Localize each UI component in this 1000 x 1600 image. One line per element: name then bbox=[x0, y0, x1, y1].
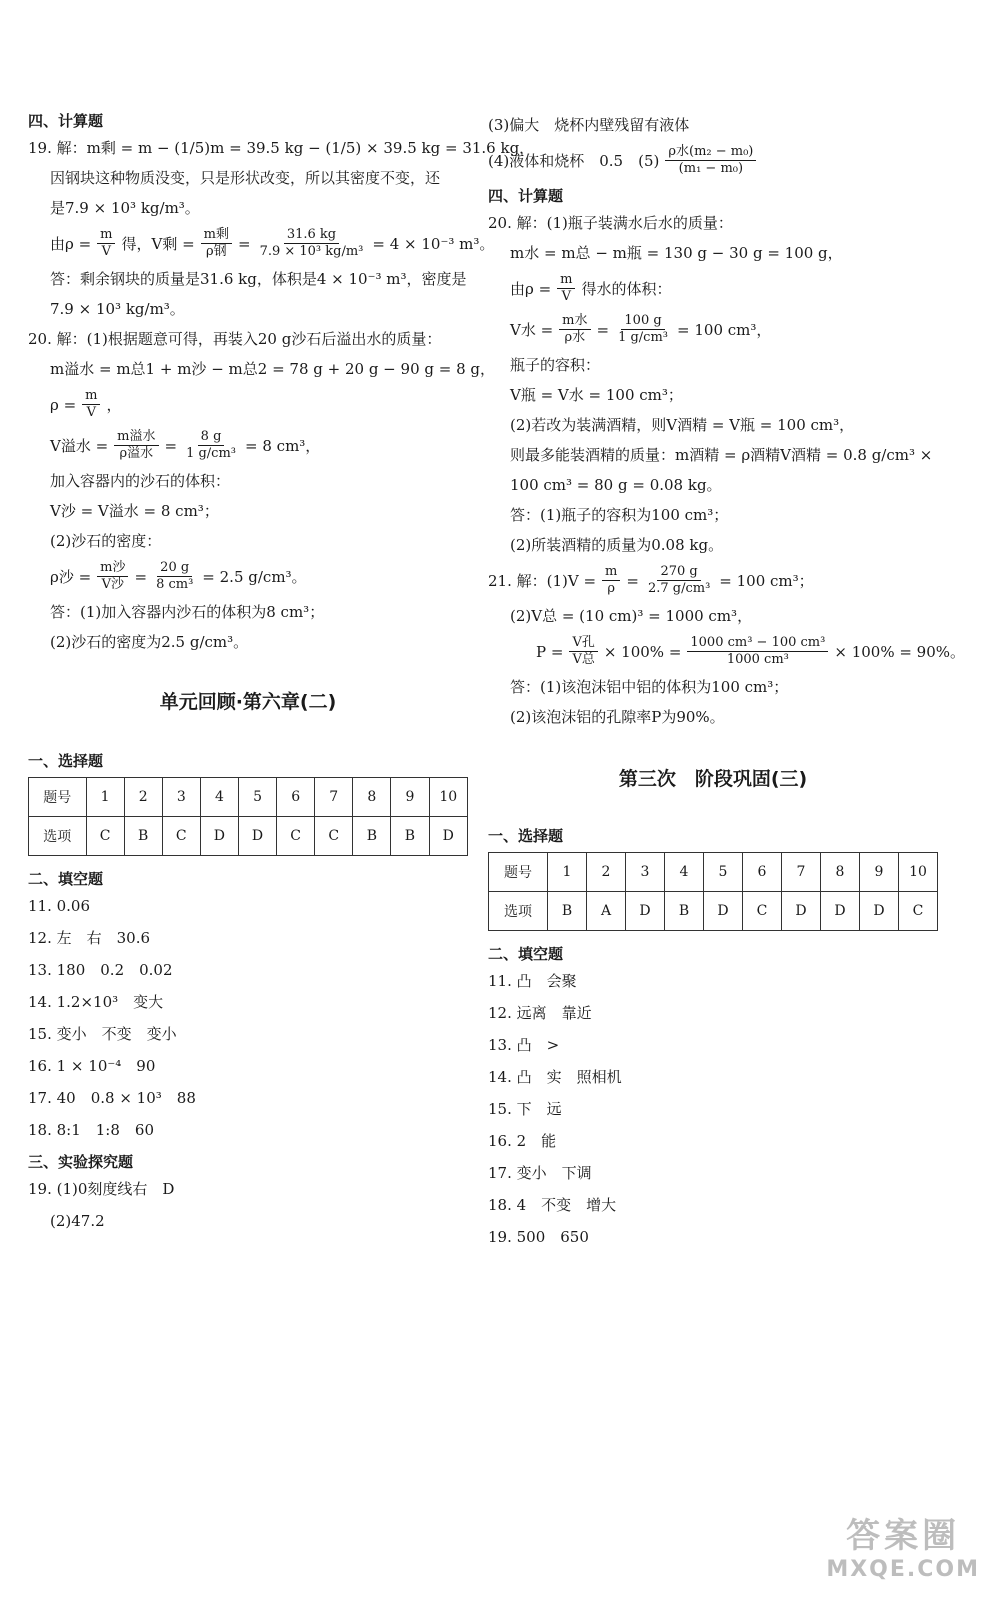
denominator: ρ溢水 bbox=[119, 446, 154, 461]
text: V水 = bbox=[510, 321, 554, 339]
answer-table-left bbox=[28, 777, 468, 856]
text: = 8 cm³， bbox=[245, 437, 321, 455]
table-cell: 2 bbox=[124, 778, 162, 817]
table-cell: C bbox=[86, 817, 124, 856]
q20r-line-6: V瓶 = V水 = 100 cm³； bbox=[510, 386, 683, 404]
denominator: ρ钢 bbox=[205, 244, 227, 259]
text: = 100 cm³； bbox=[719, 572, 814, 590]
table-cell: B bbox=[353, 817, 391, 856]
fraction bbox=[97, 227, 115, 260]
r-line-2 bbox=[488, 144, 938, 177]
table-cell: 10 bbox=[899, 853, 938, 892]
table-cell: 4 bbox=[665, 853, 704, 892]
experiment-item: 19. (1)0刻度线右 D bbox=[28, 1180, 175, 1198]
table-cell: 7 bbox=[315, 778, 353, 817]
q19-answer-1: 答：剩余钢块的质量是31.6 kg，体积是4 × 10⁻³ m³，密度是 bbox=[50, 270, 467, 288]
table-cell: C bbox=[899, 892, 938, 931]
table-cell: C bbox=[743, 892, 782, 931]
q20r-density-formula bbox=[510, 272, 938, 305]
numerator: m bbox=[82, 388, 100, 405]
fill-item: 11. 0.06 bbox=[28, 897, 91, 915]
fraction bbox=[559, 313, 590, 346]
text: V溢水 = bbox=[50, 437, 109, 455]
table-cell: D bbox=[200, 817, 238, 856]
q20r-line-1: 20. 解：(1)瓶子装满水后水的质量： bbox=[488, 214, 733, 232]
table-row bbox=[489, 853, 938, 892]
numerator: ρ水(m₂ − m₀) bbox=[665, 144, 756, 161]
text: = bbox=[134, 567, 148, 586]
fraction bbox=[97, 560, 128, 593]
q20-line-2: m溢水 = m总1 + m沙 − m总2 = 78 g + 20 g − 90 g = 8 g， bbox=[50, 360, 495, 378]
table-cell: 9 bbox=[860, 853, 899, 892]
fraction bbox=[153, 560, 196, 593]
fraction bbox=[557, 272, 575, 305]
denominator: 8 cm³ bbox=[156, 577, 194, 592]
fraction bbox=[82, 388, 100, 421]
table-row bbox=[29, 817, 468, 856]
watermark-logo bbox=[826, 1508, 980, 1582]
numerator: 1000 cm³ − 100 cm³ bbox=[687, 635, 828, 652]
fill-item: 17. 40 0.8 × 10³ 88 bbox=[28, 1089, 196, 1107]
fill-item: 11. 凸 会聚 bbox=[488, 972, 577, 990]
unit-review-title: 单元回顾·第六章(二) bbox=[159, 691, 337, 713]
numerator: m水 bbox=[559, 313, 590, 330]
text: ρ = bbox=[50, 395, 77, 414]
table-header-cell: 题号 bbox=[29, 778, 87, 817]
text: 由ρ = bbox=[510, 280, 552, 298]
q20r-line-5: 瓶子的容积： bbox=[510, 356, 601, 374]
table-cell: D bbox=[782, 892, 821, 931]
fill-item: 17. 变小 下调 bbox=[488, 1164, 592, 1182]
denominator: 1 g/cm³ bbox=[618, 330, 669, 345]
table-cell: B bbox=[548, 892, 587, 931]
table-cell: B bbox=[124, 817, 162, 856]
table-cell: D bbox=[238, 817, 276, 856]
table-cell: C bbox=[162, 817, 200, 856]
text: ， bbox=[106, 396, 122, 414]
fraction bbox=[569, 635, 597, 668]
denominator: 1 g/cm³ bbox=[186, 446, 237, 461]
denominator: V bbox=[101, 244, 112, 259]
fill-item: 13. 凸 > bbox=[488, 1036, 560, 1054]
section-heading-calc-right: 四、计算题 bbox=[488, 187, 564, 205]
text: × 100% = bbox=[603, 642, 682, 661]
text: 21. 解：(1)V = bbox=[488, 572, 597, 590]
table-cell: 6 bbox=[743, 853, 782, 892]
numerator: 31.6 kg bbox=[284, 227, 339, 244]
numerator: m沙 bbox=[97, 560, 128, 577]
text: 由ρ = bbox=[50, 235, 92, 253]
q20-answer-2: (2)沙石的密度为2.5 g/cm³。 bbox=[50, 633, 249, 651]
fill-item: 12. 远离 靠近 bbox=[488, 1004, 592, 1022]
text: = bbox=[164, 436, 178, 455]
q20r-answer-2: (2)所装酒精的质量为0.08 kg。 bbox=[510, 536, 724, 554]
q21-answer-2: (2)该泡沫铝的孔隙率P为90%。 bbox=[510, 708, 725, 726]
table-cell: 9 bbox=[391, 778, 429, 817]
fraction bbox=[687, 635, 828, 668]
section-heading-choice: 一、选择题 bbox=[28, 752, 104, 770]
fraction bbox=[645, 564, 713, 597]
fill-item: 14. 1.2×10³ 变大 bbox=[28, 993, 164, 1011]
q20r-water-volume-formula bbox=[510, 313, 938, 346]
table-header-cell: 选项 bbox=[489, 892, 548, 931]
fill-item: 15. 下 远 bbox=[488, 1100, 562, 1118]
q20r-line-7: (2)若改为装满酒精，则V酒精 = V瓶 = 100 cm³， bbox=[510, 416, 855, 434]
fraction bbox=[665, 144, 756, 177]
fill-item: 15. 变小 不变 变小 bbox=[28, 1025, 177, 1043]
section-heading-calc: 四、计算题 bbox=[28, 112, 104, 130]
q21-line-2: (2)V总 = (10 cm)³ = 1000 cm³， bbox=[510, 607, 753, 625]
fill-item: 18. 8:1 1:8 60 bbox=[28, 1121, 154, 1139]
fraction bbox=[201, 227, 232, 260]
fill-item: 14. 凸 实 照相机 bbox=[488, 1068, 622, 1086]
fill-item: 12. 左 右 30.6 bbox=[28, 929, 151, 947]
q20-overflow-volume-formula bbox=[50, 429, 468, 462]
q20-sand-density-formula bbox=[50, 560, 468, 593]
fraction bbox=[615, 313, 671, 346]
denominator: V总 bbox=[572, 652, 595, 667]
table-cell: B bbox=[391, 817, 429, 856]
text: = bbox=[237, 234, 251, 253]
table-cell: 1 bbox=[548, 853, 587, 892]
r-line-1: (3)偏大 烧杯内壁残留有液体 bbox=[488, 116, 690, 134]
numerator: 100 g bbox=[621, 313, 664, 330]
table-cell: 3 bbox=[162, 778, 200, 817]
text: (4)液体和烧杯 0.5 (5) bbox=[488, 152, 660, 170]
table-row bbox=[489, 892, 938, 931]
text: = 4 × 10⁻³ m³。 bbox=[372, 235, 495, 253]
text: P = bbox=[536, 642, 564, 661]
text: × 100% = 90%。 bbox=[834, 643, 966, 661]
section-heading-fill: 二、填空题 bbox=[28, 870, 104, 888]
fraction bbox=[183, 429, 239, 462]
q19-label: 19. 解： bbox=[28, 139, 87, 157]
table-cell: A bbox=[587, 892, 626, 931]
denominator: 2.7 g/cm³ bbox=[647, 581, 711, 596]
table-row bbox=[29, 778, 468, 817]
table-cell: 7 bbox=[782, 853, 821, 892]
q20-line-6: V沙 = V溢水 = 8 cm³； bbox=[50, 502, 219, 520]
numerator: m溢水 bbox=[114, 429, 158, 446]
q21-answer-1: 答：(1)该泡沫铝中铝的体积为100 cm³； bbox=[510, 678, 789, 696]
q21-volume-formula bbox=[488, 564, 938, 597]
table-cell: D bbox=[626, 892, 665, 931]
table-cell: 5 bbox=[238, 778, 276, 817]
denominator: 7.9 × 10³ kg/m³ bbox=[259, 244, 364, 259]
text: ρ沙 = bbox=[50, 568, 92, 586]
fraction bbox=[257, 227, 367, 260]
numerator: m bbox=[97, 227, 115, 244]
q20r-line-2: m水 = m总 − m瓶 = 130 g − 30 g = 100 g， bbox=[510, 244, 843, 262]
numerator: 20 g bbox=[157, 560, 192, 577]
q19-line-1 bbox=[28, 137, 535, 159]
table-cell: 6 bbox=[277, 778, 315, 817]
experiment-item: (2)47.2 bbox=[50, 1212, 105, 1230]
table-cell: 4 bbox=[200, 778, 238, 817]
numerator: m bbox=[602, 564, 620, 581]
table-cell: D bbox=[821, 892, 860, 931]
q20-line-5: 加入容器内的沙石的体积： bbox=[50, 472, 231, 490]
table-cell: 1 bbox=[86, 778, 124, 817]
fraction bbox=[114, 429, 158, 462]
text: 得水的体积： bbox=[581, 280, 672, 298]
denominator: ρ水 bbox=[564, 330, 586, 345]
watermark-url: MXQE.COM bbox=[826, 1557, 980, 1582]
q19-line-3: 是7.9 × 10³ kg/m³。 bbox=[50, 199, 200, 217]
section-heading-choice-right: 一、选择题 bbox=[488, 827, 564, 845]
q20-answer-1: 答：(1)加入容器内沙石的体积为8 cm³； bbox=[50, 603, 325, 621]
q19-answer-2: 7.9 × 10³ kg/m³。 bbox=[50, 300, 185, 318]
table-header-cell: 选项 bbox=[29, 817, 87, 856]
right-column bbox=[488, 114, 966, 1256]
table-cell: C bbox=[315, 817, 353, 856]
numerator: m bbox=[557, 272, 575, 289]
q19-line-2: 因钢块这种物质没变，只是形状改变，所以其密度不变，还 bbox=[50, 169, 441, 187]
q19-formula: m剩 = m − (1/5)m = 39.5 kg − (1/5) × 39.5 kg = 31.6 kg， bbox=[86, 139, 535, 157]
text: = bbox=[626, 571, 639, 590]
q20r-line-9: 100 cm³ = 80 g = 0.08 kg。 bbox=[510, 476, 722, 494]
denominator: 1000 cm³ bbox=[726, 652, 789, 667]
q20r-line-8: 则最多能装酒精的质量：m酒精 = ρ酒精V酒精 = 0.8 g/cm³ × bbox=[510, 446, 933, 464]
table-header-cell: 题号 bbox=[489, 853, 548, 892]
q20r-answer-1: 答：(1)瓶子的容积为100 cm³； bbox=[510, 506, 729, 524]
numerator: 8 g bbox=[198, 429, 225, 446]
table-cell: 8 bbox=[353, 778, 391, 817]
fill-item: 16. 1 × 10⁻⁴ 90 bbox=[28, 1057, 156, 1075]
q20-density-formula bbox=[50, 388, 468, 421]
q20-line-1: 20. 解：(1)根据题意可得，再装入20 g沙石后溢出水的质量： bbox=[28, 330, 442, 348]
table-cell: 2 bbox=[587, 853, 626, 892]
answer-table-right bbox=[488, 852, 938, 931]
denominator: V bbox=[86, 405, 97, 420]
text: = 100 cm³， bbox=[677, 321, 772, 339]
denominator: (m₁ − m₀) bbox=[678, 161, 744, 176]
numerator: V孔 bbox=[569, 635, 597, 652]
table-cell: D bbox=[860, 892, 899, 931]
fill-item: 19. 500 650 bbox=[488, 1228, 589, 1246]
table-cell: 5 bbox=[704, 853, 743, 892]
q19-volume-formula bbox=[50, 227, 495, 260]
denominator: ρ bbox=[607, 581, 616, 596]
text: = 2.5 g/cm³。 bbox=[202, 568, 307, 586]
denominator: V沙 bbox=[101, 577, 125, 592]
table-cell: 10 bbox=[429, 778, 468, 817]
fraction bbox=[602, 564, 620, 597]
table-cell: D bbox=[704, 892, 743, 931]
numerator: m剩 bbox=[201, 227, 232, 244]
section-heading-fill-right: 二、填空题 bbox=[488, 945, 564, 963]
numerator: 270 g bbox=[657, 564, 700, 581]
text: 得，V剩 = bbox=[121, 235, 195, 253]
text: = bbox=[596, 320, 610, 339]
table-cell: D bbox=[429, 817, 468, 856]
denominator: V bbox=[561, 289, 572, 304]
q20-line-7: (2)沙石的密度： bbox=[50, 532, 162, 550]
table-cell: B bbox=[665, 892, 704, 931]
fill-item: 16. 2 能 bbox=[488, 1132, 557, 1150]
fill-item: 13. 180 0.2 0.02 bbox=[28, 961, 173, 979]
watermark-text: 答案圈 bbox=[846, 1516, 961, 1556]
table-cell: C bbox=[277, 817, 315, 856]
q21-porosity-formula bbox=[536, 635, 966, 668]
fill-item: 18. 4 不变 增大 bbox=[488, 1196, 617, 1214]
table-cell: 8 bbox=[821, 853, 860, 892]
stage-review-title: 第三次 阶段巩固(三) bbox=[618, 768, 808, 790]
table-cell: 3 bbox=[626, 853, 665, 892]
section-heading-experiment: 三、实验探究题 bbox=[28, 1153, 134, 1171]
